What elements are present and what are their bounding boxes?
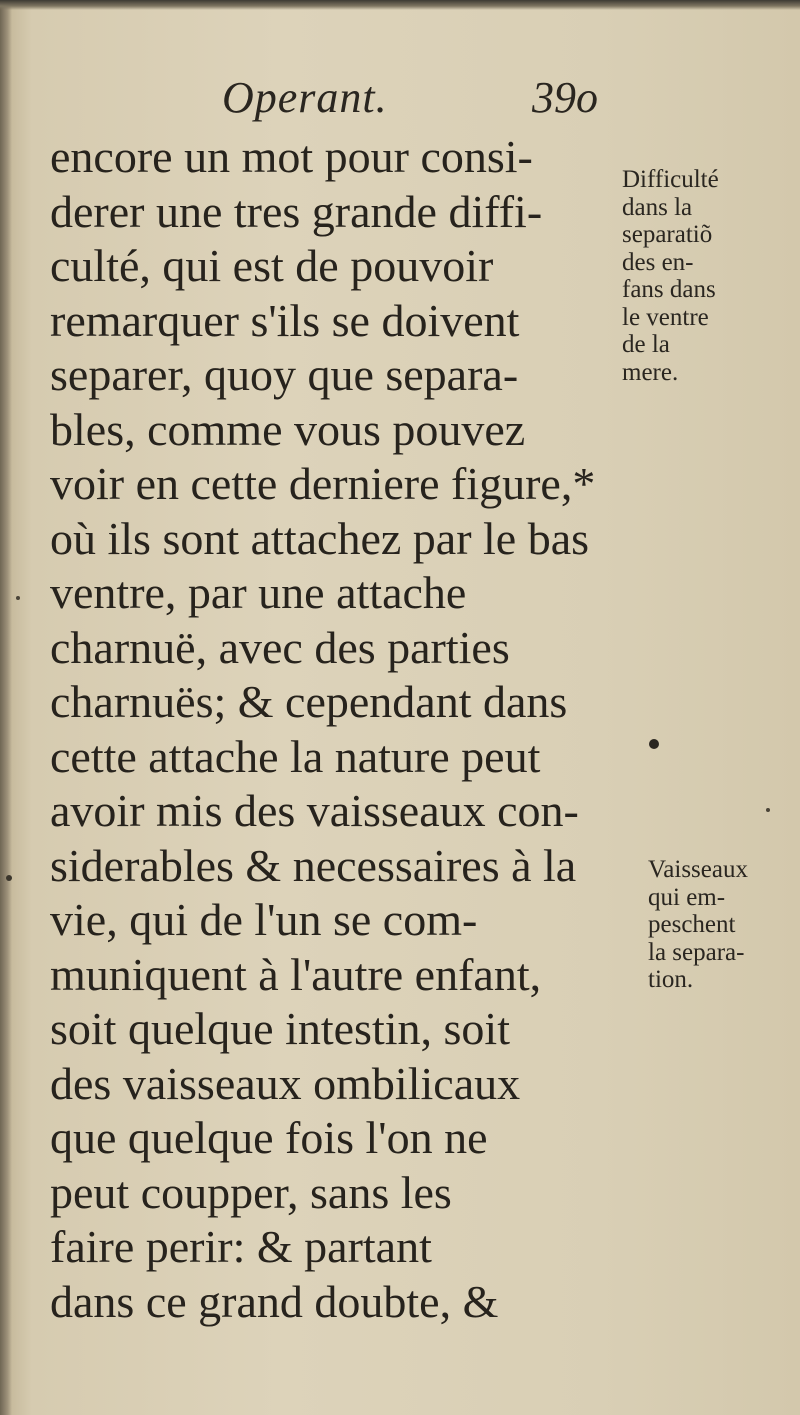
text-line: vie, qui de l'un se com- [50,894,478,945]
margin-note-line: mere. [622,358,679,386]
margin-note-line: qui em- [648,883,726,911]
text-line: peut coupper, sans les [50,1166,452,1218]
margin-note-line: fans dans [622,276,716,303]
ink-dot [766,808,770,812]
margin-note-line: dans la [622,193,693,221]
text-line: dans ce grand doubte, & [50,1275,499,1327]
ink-dot [6,875,12,881]
margin-note-line: le ventre [622,303,709,331]
text-line: separer, quoy que separa- [50,349,519,400]
text-line: que quelque fois l'on ne [50,1112,488,1163]
margin-note-line: tion. [648,966,694,993]
text-line: charnuës; & cependant dans [50,676,568,727]
ink-dot [649,739,659,749]
text-line: où ils sont attachez par le bas [50,512,590,564]
margin-note-line: de la [622,331,670,358]
text-line: remarquer s'ils se doivent [50,294,520,346]
margin-note-line: la separa- [648,938,745,966]
text-line: soit quelque intestin, soit [50,1003,510,1054]
page-number: 39o [532,73,598,122]
text-line: des vaisseaux ombilicaux [50,1057,521,1109]
margin-note-line: des en- [622,248,694,276]
text-line: derer une tres grande diffi- [50,185,543,237]
text-line: voir en cette derniere figure,* [50,458,596,509]
text-line: ventre, par une attache [50,567,467,618]
text-line: avoir mis des vaisseaux con- [50,785,579,836]
margin-note-line: peschent [648,911,736,938]
text-line: bles, comme vous pouvez [50,403,526,455]
margin-note-line: Vaisseaux [648,856,748,883]
text-line: muniquent à l'autre enfant, [50,948,542,1000]
text-line: siderables & necessaires à la [50,839,577,891]
text-line: encore un mot pour consi- [50,131,533,182]
running-head: Operant. [222,73,388,122]
text-line: cette attache la nature peut [50,730,541,782]
margin-note-line: separatiõ [622,221,713,248]
ink-dot [16,596,20,600]
text-line: faire perir: & partant [50,1221,432,1272]
text-line: charnuë, avec des parties [50,621,510,673]
text-line: culté, qui est de pouvoir [50,240,494,291]
margin-note-line: Difficulté [622,166,719,193]
